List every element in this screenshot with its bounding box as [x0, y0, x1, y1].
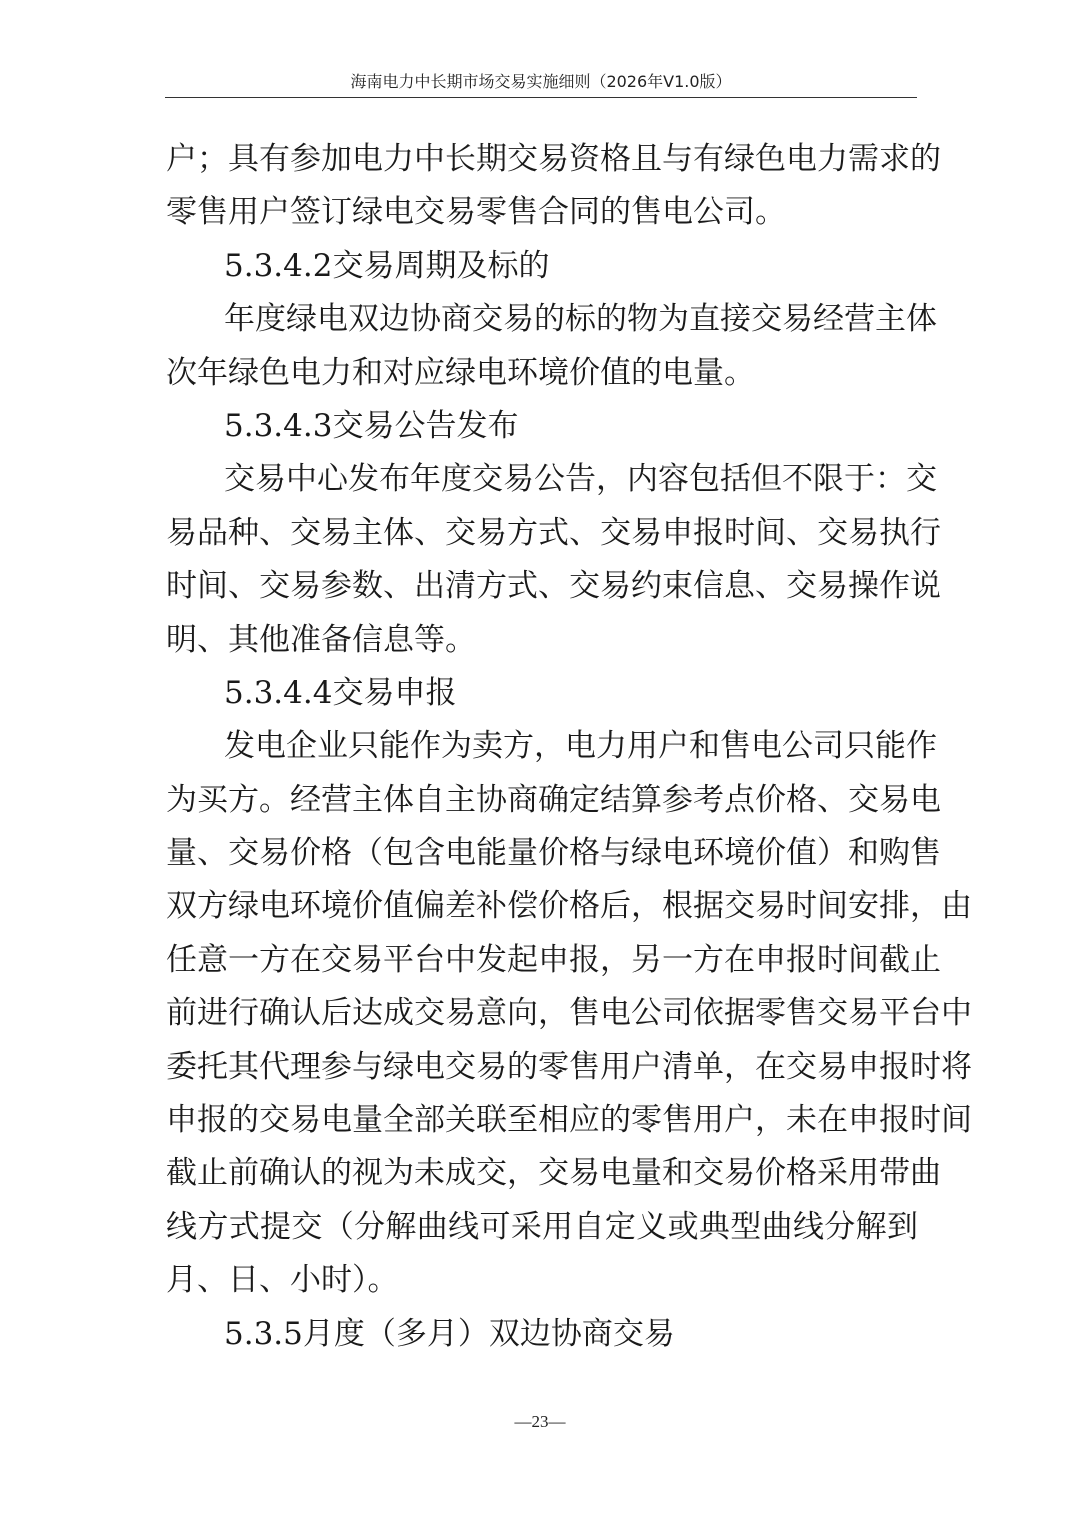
page-number: —23— [514, 1412, 566, 1431]
text-line: 前进行确认后达成交易意向，售电公司依据零售交易平台中 [166, 995, 972, 1032]
section-heading-5-3-5: 5.3.5月度（多月）双边协商交易 [224, 1315, 675, 1352]
text-line: 委托其代理参与绿电交易的零售用户清单，在交易申报时将 [166, 1048, 972, 1085]
text-line: 线方式提交（分解曲线可采用自定义或典型曲线分解到 [166, 1208, 918, 1245]
section-heading-5-3-4-2: 5.3.4.2交易周期及标的 [224, 247, 550, 284]
text-line: 截止前确认的视为未成交，交易电量和交易价格采用带曲 [166, 1155, 941, 1192]
text-line: 时间、交易参数、出清方式、交易约束信息、交易操作说 [166, 568, 941, 605]
body-text [166, 133, 972, 1361]
text-line: 月、日、小时）。 [166, 1262, 399, 1299]
text-line: 交易中心发布年度交易公告，内容包括但不限于：交 [224, 461, 937, 498]
text-line: 为买方。经营主体自主协商确定结算参考点价格、交易电 [166, 781, 941, 818]
running-header [165, 70, 917, 98]
text-line: 明、其他准备信息等。 [166, 621, 476, 658]
section-heading-5-3-4-3: 5.3.4.3交易公告发布 [224, 407, 519, 444]
text-line: 户；具有参加电力中长期交易资格且与有绿色电力需求的 [166, 141, 941, 177]
section-heading-5-3-4-4: 5.3.4.4交易申报 [224, 674, 457, 711]
document-title: 海南电力中长期市场交易实施细则（2026年V1.0版） [350, 72, 732, 91]
text-line: 量、交易价格（包含电能量价格与绿电环境价值）和购售 [166, 835, 941, 872]
text-line: 申报的交易电量全部关联至相应的零售用户，未在申报时间 [166, 1102, 972, 1139]
text-line: 零售用户签订绿电交易零售合同的售电公司。 [166, 194, 786, 231]
text-line: 年度绿电双边协商交易的标的物为直接交易经营主体 [224, 301, 937, 338]
text-line: 发电企业只能作为卖方，电力用户和售电公司只能作 [224, 728, 937, 765]
text-line: 双方绿电环境价值偏差补偿价格后，根据交易时间安排，由 [166, 888, 972, 925]
text-line: 任意一方在交易平台中发起申报，另一方在申报时间截止 [166, 941, 941, 978]
text-line: 易品种、交易主体、交易方式、交易申报时间、交易执行 [166, 514, 941, 551]
text-line: 次年绿色电力和对应绿电环境价值的电量。 [166, 354, 755, 391]
